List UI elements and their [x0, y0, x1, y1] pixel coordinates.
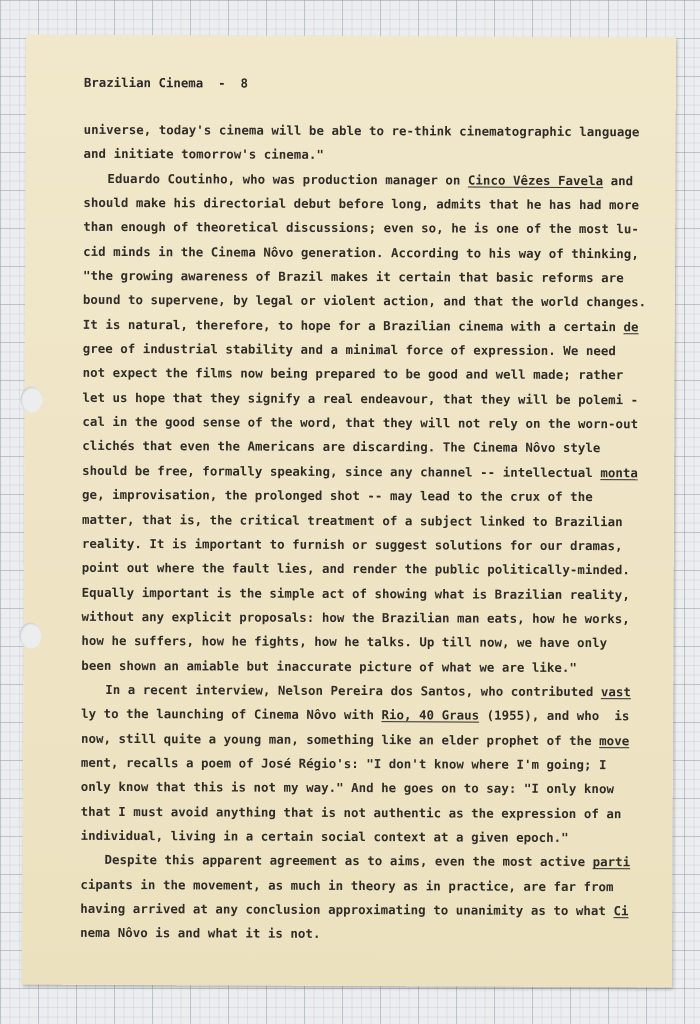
underlined-title: de: [623, 318, 639, 335]
typewritten-page: [22, 35, 676, 988]
text-line: [83, 288, 663, 315]
text-line: [81, 678, 661, 705]
text-line: [82, 483, 662, 510]
line-text: ment, recalls a poem of José Régio's: "I don't know where I'm going; I: [80, 754, 607, 773]
text-line: [81, 726, 661, 753]
line-text: "the growing awareness of Brazil makes it certain that basic reforms are: [82, 267, 624, 286]
line-text: matter, that is, the critical treatment of a subject linked to Brazilian: [81, 511, 623, 529]
line-text: having arrived at any conclusion approximating to unanimity as to what: [80, 900, 614, 919]
line-text: only know that this is not my way." And he goes on to say: "I only know: [80, 779, 615, 797]
text-line: [83, 337, 663, 364]
line-text: bound to supervene, by legal or violent action, and that the world changes.: [82, 292, 647, 310]
line-text: nema Nôvo is and what it is not.: [80, 925, 321, 942]
text-line: [82, 556, 662, 583]
text-line: [81, 702, 661, 729]
line-text: not expect the films now being prepared to be good and well made; rather: [82, 365, 624, 383]
line-text: cipants in the movement, as much in theory as in practice, are far from: [80, 876, 614, 894]
underlined-title: move: [599, 732, 630, 748]
line-text: ge, improvisation, the prolonged shot -- may lead to the crux of the: [82, 486, 593, 505]
text-line: [84, 118, 664, 145]
text-line: [81, 629, 661, 656]
underlined-title: monta: [600, 464, 638, 481]
text-line: [82, 459, 662, 486]
punch-hole: [19, 623, 41, 649]
line-text: reality. It is important to furnish or suggest solutions for our dramas,: [81, 535, 623, 554]
line-text: and initiate tomorrow's cinema.": [83, 146, 324, 163]
text-line: [84, 142, 664, 169]
text-line: [81, 605, 661, 632]
line-text: cal in the good sense of the word, that they will not rely on the worn-out: [82, 413, 639, 432]
text-line: [82, 507, 662, 534]
line-text: should be free, formally speaking, since any channel -- intellectual: [82, 462, 601, 480]
line-text: Equally important is the simple act of showing what is Brazilian reality,: [81, 584, 630, 602]
line-text: that I must avoid anything that is not authentic as the expression of an: [80, 803, 622, 821]
line-text: without any explicit proposals: how the Brazilian man eats, how he works,: [81, 608, 630, 627]
text-line: [83, 361, 663, 388]
line-text: let us hope that they signify a real endeavour, that they will be polemi -: [82, 389, 639, 408]
text-line: [83, 167, 663, 194]
text-line: [81, 775, 661, 802]
text-line: [82, 532, 662, 559]
punch-hole: [20, 387, 42, 413]
text-line: [80, 872, 660, 899]
underlined-title: vast: [600, 684, 631, 700]
line-text: gree of industrial stability and a minimal force of expression. We need: [82, 340, 616, 359]
line-text: ly to the launching of Cinema Nôvo with: [81, 706, 382, 723]
text-line: [81, 653, 661, 680]
text-line: [80, 848, 660, 875]
text-line: [82, 386, 662, 413]
underlined-title: Rio, 40 Graus: [381, 707, 480, 723]
line-text: should make his directorial debut before long, admits that he has had more: [83, 194, 640, 213]
text-line: [83, 240, 663, 267]
text-line: [83, 313, 663, 340]
line-text: point out where the fault lies, and render the public politically-minded.: [81, 560, 630, 578]
line-text: cid minds in the Cinema Nôvo generation. According to his way of thinking,: [83, 243, 639, 261]
line-text: In a recent interview, Nelson Pereira dos Santos, who contributed: [105, 681, 601, 700]
line-text: It is natural, therefore, to hope for a Brazilian cinema with a certain: [82, 316, 624, 334]
line-text: how he suffers, how he fights, how he talks. Up till now, we have only: [81, 633, 608, 651]
underlined-title: Ci: [613, 903, 629, 919]
line-text: been shown an amiable but inaccurate picture of what we are like.": [81, 657, 578, 675]
body-text: [80, 118, 664, 948]
running-header: Brazilian Cinema - 8: [83, 74, 249, 91]
text-line: [80, 897, 660, 924]
text-line: [83, 215, 663, 242]
text-line: [81, 751, 661, 778]
text-line: [80, 921, 660, 948]
line-text: universe, today's cinema will be able to re-think cinematographic language: [83, 121, 640, 140]
line-text: individual, living in a certain social context at a given epoch.": [80, 827, 569, 845]
line-text: clichés that even the Americans are discarding. The Cinema Nôvo style: [82, 438, 601, 456]
text-line: [82, 434, 662, 461]
text-line: [82, 580, 662, 607]
line-text: now, still quite a young man, something like an elder prophet of the: [80, 730, 600, 748]
text-line: [82, 410, 662, 437]
text-line: [81, 824, 661, 851]
line-text-after: (1955), and who is: [479, 707, 630, 724]
text-line: [83, 264, 663, 291]
underlined-title: parti: [592, 854, 631, 870]
line-text: Eduardo Coutinho, who was production manager on: [107, 170, 468, 188]
line-text: than enough of theoretical discussions; even so, he is one of the most lu-: [83, 219, 639, 237]
text-line: [83, 191, 663, 218]
line-text-after: and: [603, 172, 634, 188]
underlined-title: Cinco Vêzes Favela: [467, 172, 604, 188]
line-text: Despite this apparent agreement as to aims, even the most active: [104, 852, 593, 870]
text-line: [81, 799, 661, 826]
